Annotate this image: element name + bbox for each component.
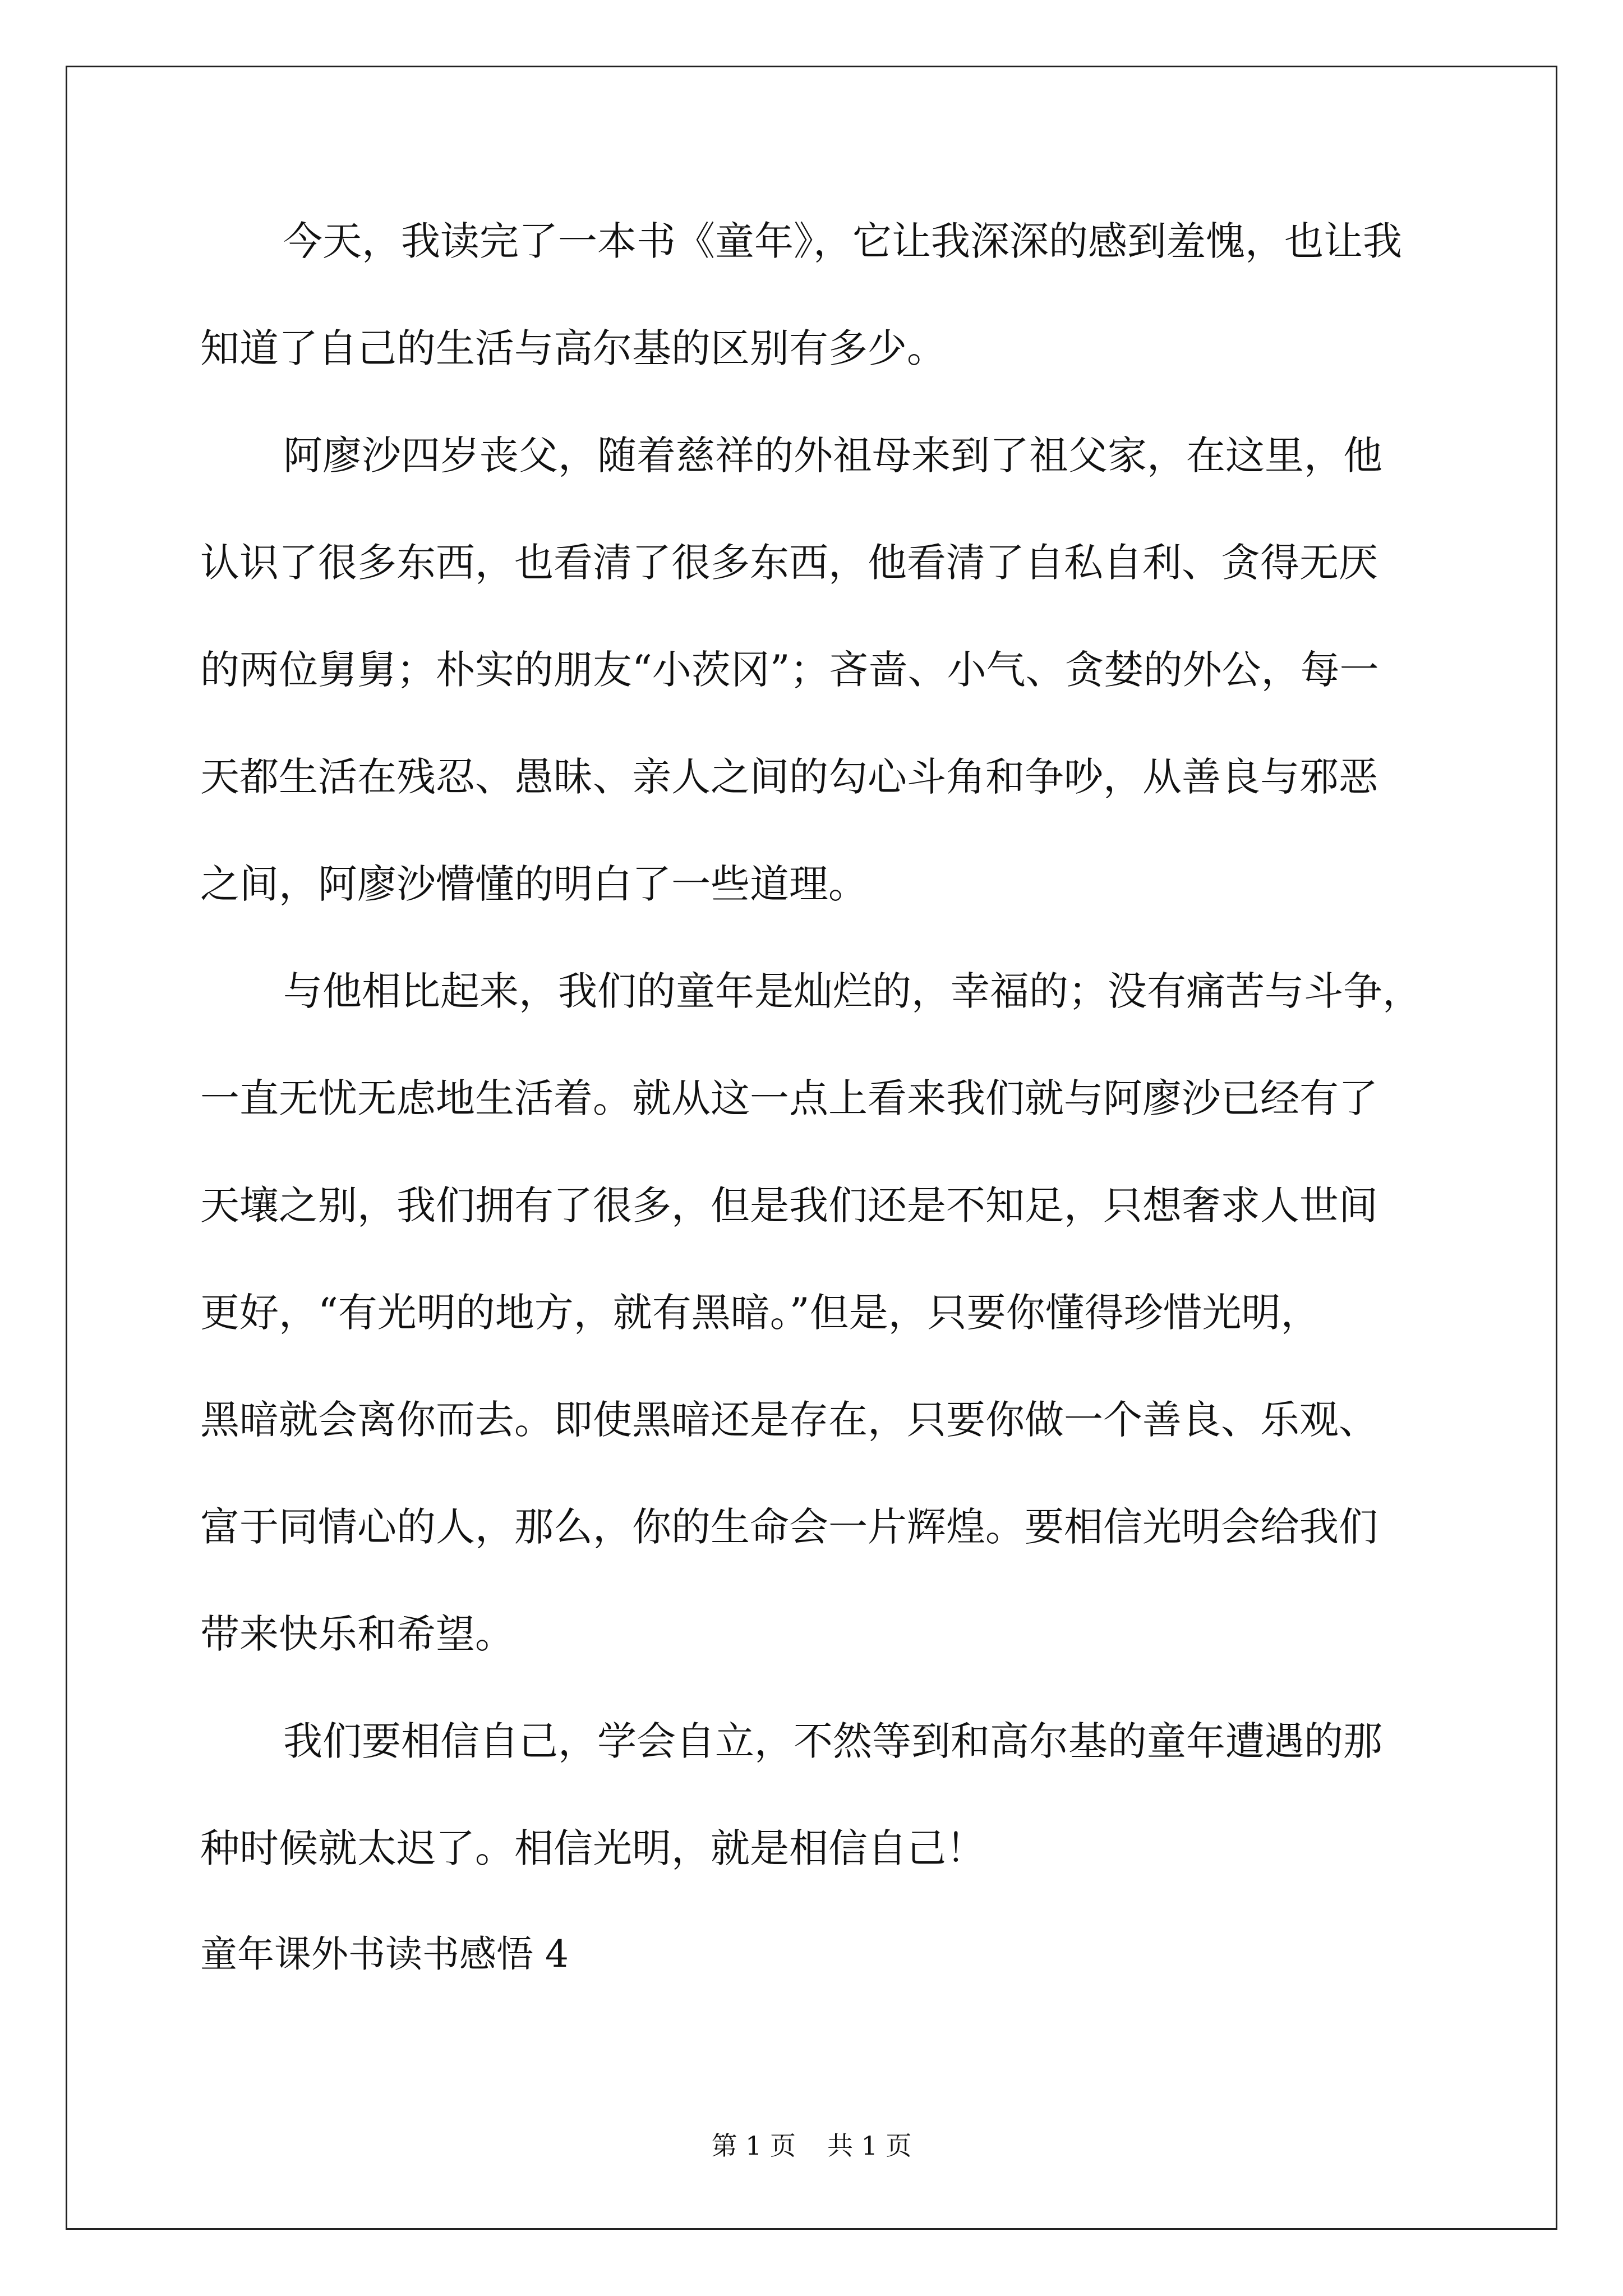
text-line: 一直无忧无虑地生活着。就从这一点上看来我们就与阿廖沙已经有了 — [200, 1075, 1378, 1121]
document-body — [200, 218, 1434, 1976]
text-line: 天都生活在残忍、愚昧、亲人之间的勾心斗角和争吵，从善良与邪恶 — [200, 754, 1378, 800]
text-line: 更好，“有光明的地方，就有黑暗。”但是，只要你懂得珍惜光明， — [200, 1290, 1320, 1336]
text-line: 我们要相信自己，学会自立，不然等到和高尔基的童年遭遇的那 — [283, 1718, 1382, 1764]
page-number: 第 1 页 — [711, 2131, 796, 2161]
text-line: 之间，阿廖沙懵懂的明白了一些道理。 — [200, 861, 868, 907]
text-line: 与他相比起来，我们的童年是灿烂的，幸福的；没有痛苦与斗争， — [283, 968, 1422, 1014]
text-line: 今天，我读完了一本书《童年》，它让我深深的感到羞愧，也让我 — [283, 218, 1402, 264]
text-line: 带来快乐和希望。 — [200, 1611, 514, 1657]
text-line: 知道了自己的生活与高尔基的区别有多少。 — [200, 325, 946, 371]
page-footer — [0, 2133, 1623, 2159]
section-heading: 童年课外书读书感悟 4 — [200, 1932, 569, 1976]
paragraph-3 — [200, 968, 1434, 1657]
paragraph-4 — [200, 1718, 1434, 1871]
text-line: 富于同情心的人，那么，你的生命会一片辉煌。要相信光明会给我们 — [200, 1504, 1378, 1550]
text-line: 种时候就太迟了。相信光明，就是相信自己！ — [200, 1825, 985, 1871]
text-line: 阿廖沙四岁丧父，随着慈祥的外祖母来到了祖父家，在这里，他 — [283, 432, 1382, 478]
text-line: 天壤之别，我们拥有了很多，但是我们还是不知足，只想奢求人世间 — [200, 1182, 1378, 1228]
text-line: 黑暗就会离你而去。即使黑暗还是存在，只要你做一个善良、乐观、 — [200, 1397, 1378, 1443]
page-total: 共 1 页 — [827, 2131, 912, 2161]
text-line: 认识了很多东西，也看清了很多东西，他看清了自私自利、贪得无厌 — [200, 540, 1378, 586]
paragraph-2 — [200, 432, 1434, 907]
paragraph-1 — [200, 218, 1434, 371]
text-line: 的两位舅舅；朴实的朋友“小茨冈”；吝啬、小气、贪婪的外公，每一 — [200, 647, 1379, 693]
